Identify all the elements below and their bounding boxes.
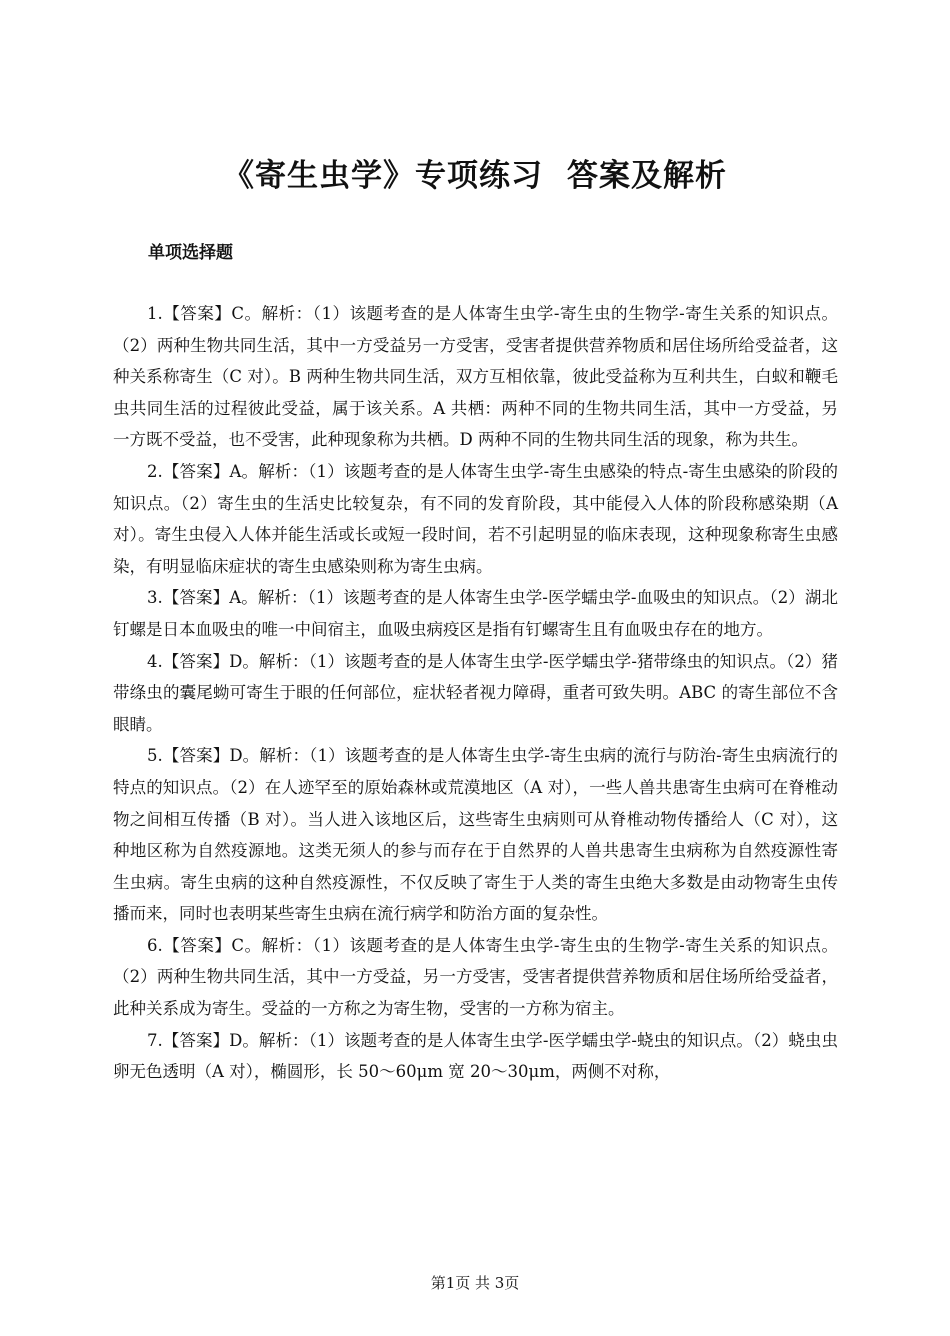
title-sub: 答案及解析 — [567, 158, 727, 194]
answer-paragraph-7: 7.【答案】D。解析：（1）该题考查的是人体寄生虫学-医学蠕虫学-蛲虫的知识点。（2）蛲虫虫卵无色透明（A 对），椭圆形，长 50～60μm 宽 20～30μm，两侧不对称， — [113, 1030, 838, 1082]
section-heading: 单项选择题 — [148, 243, 233, 263]
page-title — [0, 150, 950, 195]
answer-paragraph-6: 6.【答案】C。解析：（1）该题考查的是人体寄生虫学-寄生虫的生物学-寄生关系的知识点。（2）两种生物共同生活，其中一方受益，另一方受害，受害者提供营养物质和居住场所给受益者，此种关系成为寄生。受益的一方称之为寄生物，受害的一方称为宿主。 — [113, 935, 838, 1019]
answer-paragraph-2: 2.【答案】A。解析：（1）该题考查的是人体寄生虫学-寄生虫感染的特点-寄生虫感染的阶段的知识点。（2）寄生虫的生活史比较复杂，有不同的发育阶段，其中能侵入人体的阶段称感染期（A 对）。寄生虫侵入人体并能生活或长或短一段时间，若不引起明显的临床表现，这种现象称寄生虫感染，有明显临床症状的寄生虫感染则称为寄生虫病。 — [113, 461, 838, 576]
answer-paragraph-1: 1.【答案】C。解析：（1）该题考查的是人体寄生虫学-寄生虫的生物学-寄生关系的知识点。（2）两种生物共同生活，其中一方受益另一方受害，受害者提供营养物质和居住场所给受益者，这种关系称寄生（C 对）。B 两种生物共同生活，双方互相依靠，彼此受益称为互利共生，白蚁和鞭毛虫共同生活的过程彼此受益，属于该关系。A 共栖：两种不同的生物共同生活，其中一方受益，另一方既不受益，也不受害，此种现象称为共栖。D 两种不同的生物共同生活的现象，称为共生。 — [113, 304, 838, 450]
answer-paragraph-4: 4.【答案】D。解析：（1）该题考查的是人体寄生虫学-医学蠕虫学-猪带绦虫的知识点。（2）猪带绦虫的囊尾蚴可寄生于眼的任何部位，症状轻者视力障碍，重者可致失明。ABC 的寄生部位不含眼睛。 — [113, 651, 838, 734]
answer-list — [113, 298, 838, 1088]
answer-paragraph-3: 3.【答案】A。解析：（1）该题考查的是人体寄生虫学-医学蠕虫学-血吸虫的知识点。（2）湖北钉螺是日本血吸虫的唯一中间宿主，血吸虫病疫区是指有钉螺寄生且有血吸虫存在的地方。 — [113, 588, 838, 639]
page-footer: 第1页 共 3页 — [430, 1274, 520, 1292]
answer-paragraph-5: 5.【答案】D。解析：（1）该题考查的是人体寄生虫学-寄生虫病的流行与防治-寄生虫病流行的特点的知识点。（2）在人迹罕至的原始森林或荒漠地区（A 对），一些人兽共患寄生虫病可在脊椎动物之间相互传播（B 对）。当人进入该地区后，这些寄生虫病则可从脊椎动物传播给人（C 对），这种地区称为自然疫源地。这类无须人的参与而存在于自然界的人兽共患寄生虫病称为自然疫源性寄生虫病。寄生虫病的这种自然疫源性，不仅反映了寄生于人类的寄生虫绝大多数是由动物寄生虫传播而来，同时也表明某些寄生虫病在流行病学和防治方面的复杂性。 — [113, 746, 838, 924]
title-main: 《寄生虫学》专项练习 — [223, 158, 543, 194]
